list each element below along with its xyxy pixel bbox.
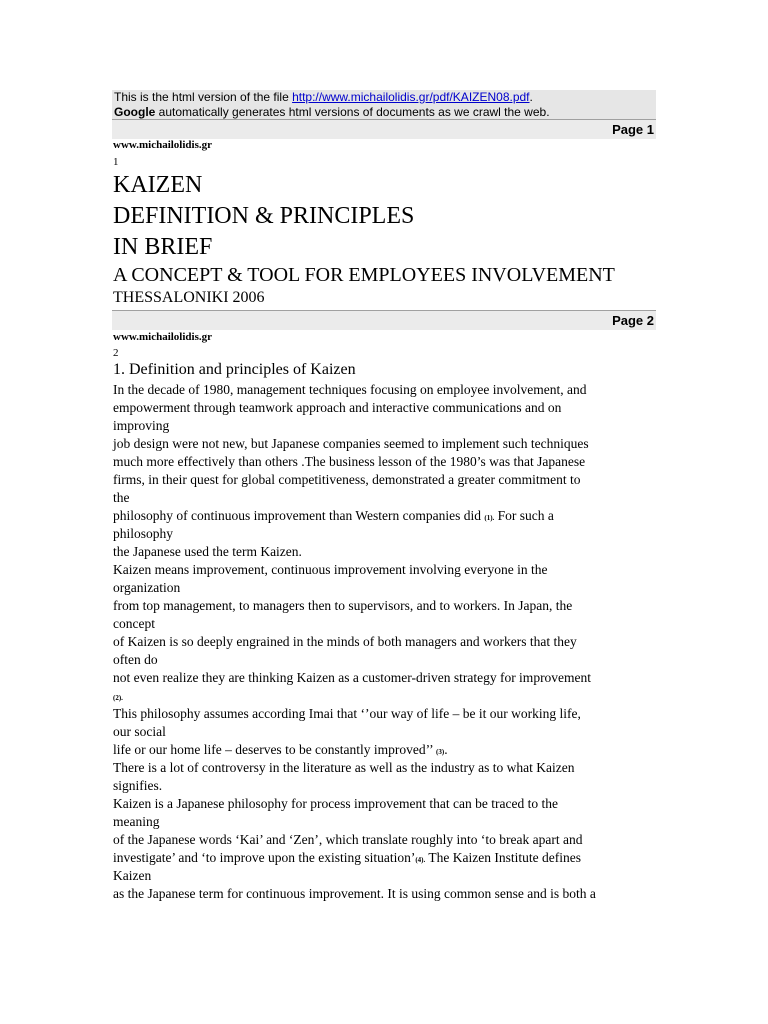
- body-line-text: meaning: [113, 814, 160, 829]
- page-1-number: 1: [113, 156, 119, 168]
- body-line: [113, 885, 658, 903]
- body-line-text: often do: [113, 652, 158, 667]
- body-line: [113, 795, 658, 813]
- body-line-text: not even realize they are thinking Kaizen as a customer-driven strategy for improvement: [113, 670, 592, 685]
- place-year: THESSALONIKI 2006: [113, 289, 265, 306]
- body-line-text: the Japanese used the term Kaizen.: [113, 544, 302, 559]
- footnote-ref: (2).: [113, 694, 123, 702]
- body-line: [113, 561, 658, 579]
- body-line-text: the: [113, 490, 130, 505]
- title-line-2: DEFINITION & PRINCIPLES: [113, 203, 415, 229]
- body-line: [113, 471, 658, 489]
- body-line: [113, 615, 658, 633]
- body-line: [113, 633, 658, 651]
- body-line-text: concept: [113, 616, 155, 631]
- body-line: [113, 705, 658, 723]
- body-line-text: life or our home life – deserves to be constantly improved’’: [113, 742, 437, 757]
- body-line-text: empowerment through teamwork approach and interactive communications and on: [113, 400, 562, 415]
- body-line: [113, 417, 658, 435]
- body-line: [113, 867, 658, 885]
- body-line-text: job design were not new, but Japanese companies seemed to implement such techniques: [113, 436, 589, 451]
- section-heading: 1. Definition and principles of Kaizen: [113, 361, 356, 378]
- body-line-text: investigate’ and ‘to improve upon the existing situation’: [113, 850, 416, 865]
- body-line: [113, 723, 658, 741]
- body-line: [113, 651, 658, 669]
- body-line: [113, 399, 658, 417]
- body-line-text: as the Japanese term for continuous improvement. It is using common sense and is both a: [113, 886, 596, 901]
- body-line-text: Kaizen is a Japanese philosophy for process improvement that can be traced to the: [113, 796, 558, 811]
- body-line-text: philosophy of continuous improvement than Western companies did: [113, 508, 485, 523]
- body-line-text: much more effectively than others .The business lesson of the 1980’s was that Japanese: [113, 454, 586, 469]
- body-line-text: Kaizen: [113, 868, 152, 883]
- body-line: [113, 831, 658, 849]
- body-line-text: philosophy: [113, 526, 174, 541]
- body-line: [113, 813, 658, 831]
- body-line: [113, 777, 658, 795]
- title-line-1: KAIZEN: [113, 172, 203, 198]
- body-line: [113, 741, 658, 759]
- body-line: [113, 543, 658, 561]
- body-text: [113, 381, 658, 903]
- body-line-text: Kaizen means improvement, continuous improvement involving everyone in the: [113, 562, 548, 577]
- body-line-text: our social: [113, 724, 166, 739]
- page-1-site: www.michailolidis.gr: [113, 139, 213, 151]
- body-line-text: There is a lot of controversy in the literature as well as the industry as to what Kaizen: [113, 760, 575, 775]
- footnote-ref: (1).: [484, 514, 495, 522]
- banner-line-2: [112, 105, 656, 120]
- body-line: [113, 525, 658, 543]
- body-line: [113, 759, 658, 777]
- body-line: [113, 669, 658, 687]
- body-line: [113, 597, 658, 615]
- body-line: [113, 579, 658, 597]
- body-line-text: improving: [113, 418, 170, 433]
- banner-line-1: [112, 90, 656, 105]
- body-line: [113, 435, 658, 453]
- banner-line2-text: automatically generates html versions of documents as we crawl the web.: [155, 105, 550, 119]
- body-line-text-after: .: [444, 742, 448, 757]
- body-line-text: This philosophy assumes according Imai that ‘’our way of life – be it our working life,: [113, 706, 581, 721]
- page-1-bar: Page 1: [112, 119, 656, 139]
- body-line-text-after: For such a: [494, 508, 554, 523]
- body-line-text-after: The Kaizen Institute defines: [425, 850, 581, 865]
- page-2-number: 2: [113, 347, 119, 359]
- body-line: [113, 507, 658, 525]
- body-line-text: of the Japanese words ‘Kai’ and ‘Zen’, which translate roughly into ‘to break apart and: [113, 832, 583, 847]
- document-subtitle: A CONCEPT & TOOL FOR EMPLOYEES INVOLVEMENT: [113, 264, 615, 286]
- body-line: [113, 453, 658, 471]
- body-line-text: In the decade of 1980, management techniques focusing on employee involvement, and: [113, 382, 587, 397]
- banner-prefix: This is the html version of the file: [114, 90, 293, 104]
- pdf-link[interactable]: http://www.michailolidis.gr/pdf/KAIZEN08.pdf: [292, 90, 530, 104]
- banner-suffix: .: [529, 90, 533, 104]
- footnote-ref: (3): [436, 748, 445, 756]
- body-line-text: of Kaizen is so deeply engrained in the minds of both managers and workers that they: [113, 634, 577, 649]
- body-line-text: from top management, to managers then to supervisors, and to workers. In Japan, the: [113, 598, 573, 613]
- body-line: [113, 381, 658, 399]
- body-line: [113, 489, 658, 507]
- footnote-ref: (4).: [415, 856, 426, 864]
- body-line: [113, 849, 658, 867]
- body-line-text: firms, in their quest for global competitiveness, demonstrated a greater commitment to: [113, 472, 581, 487]
- body-line-text: signifies.: [113, 778, 163, 793]
- title-line-3: IN BRIEF: [113, 234, 213, 260]
- google-word: Google: [114, 105, 156, 119]
- page-2-bar: Page 2: [112, 310, 656, 330]
- body-line-text: organization: [113, 580, 181, 595]
- body-line: [113, 687, 658, 705]
- google-cache-banner: [112, 90, 656, 120]
- page-2-site: www.michailolidis.gr: [113, 331, 213, 343]
